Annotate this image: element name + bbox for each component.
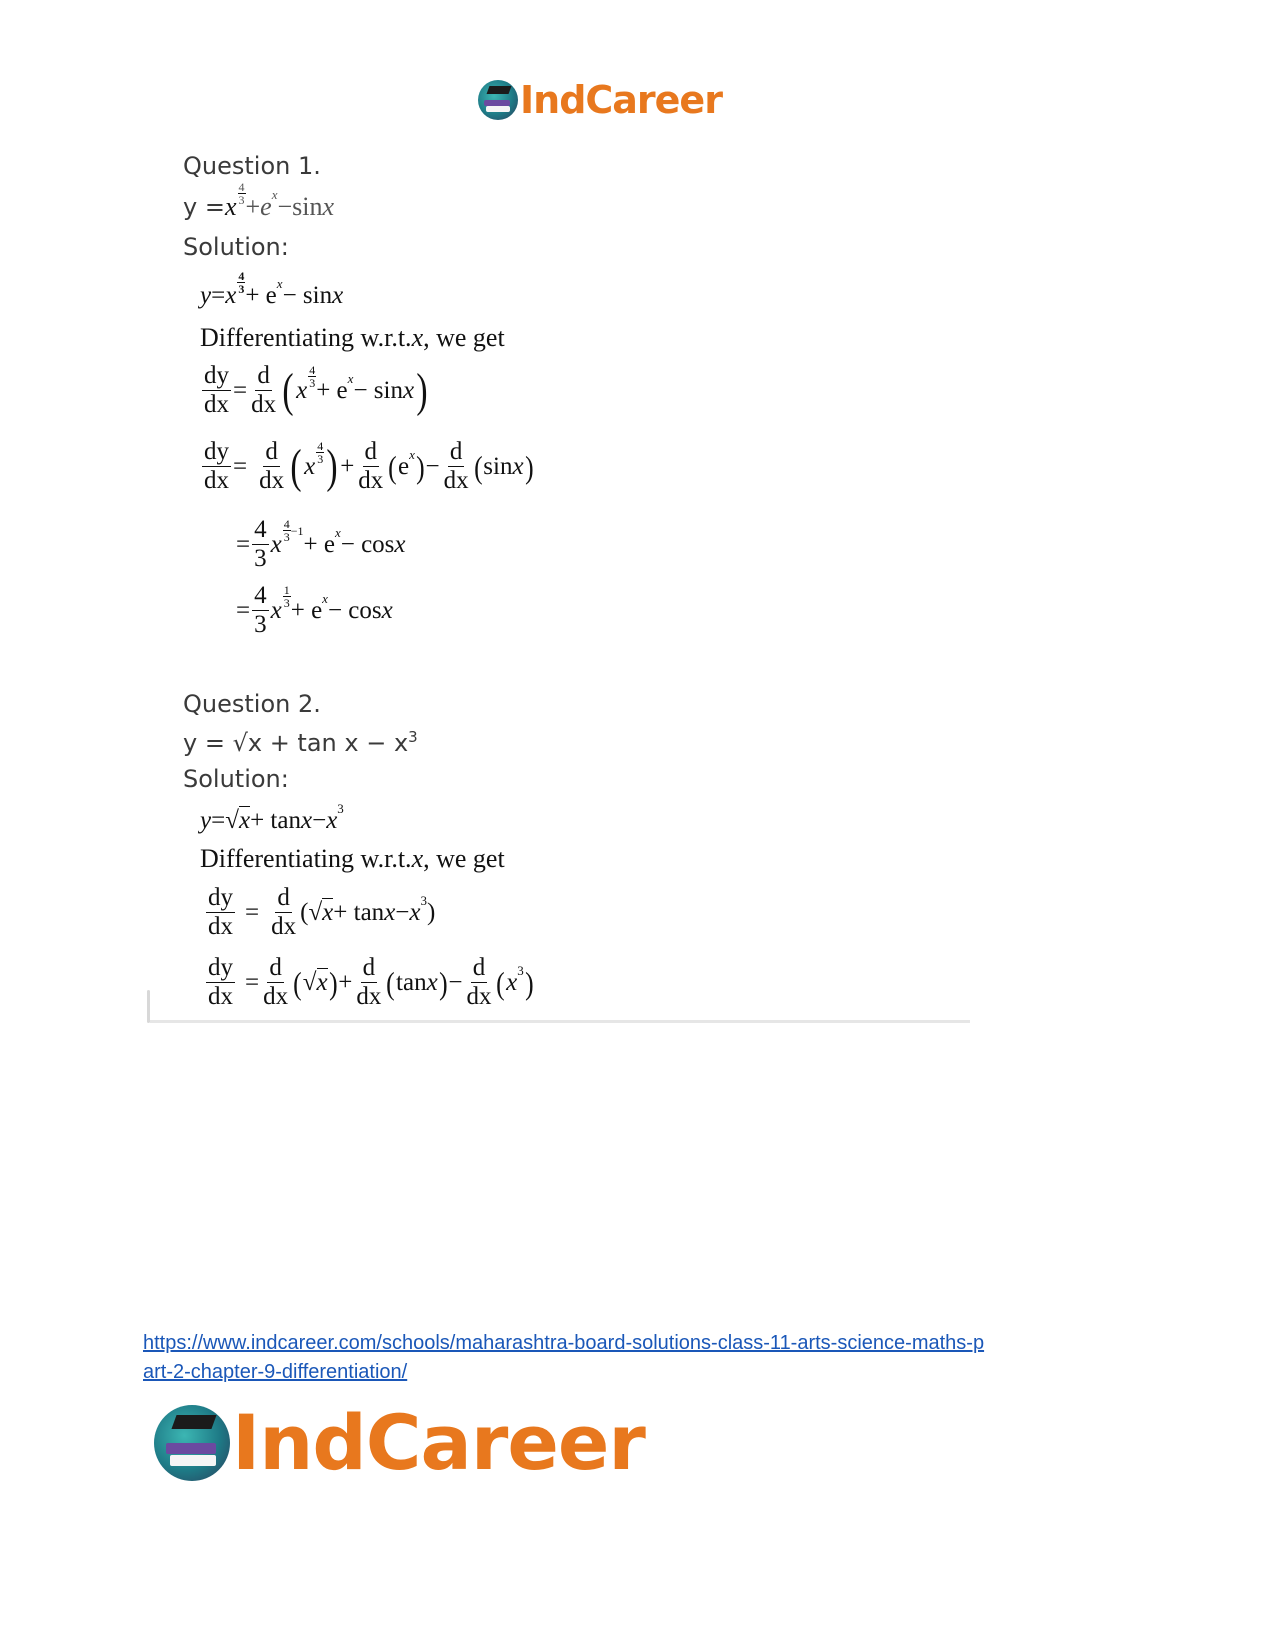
header-logo-text: IndCareer <box>520 78 722 122</box>
q1-statement-sin: sin <box>292 192 323 221</box>
image-crop-edge-left <box>147 990 150 1023</box>
q1-statement-exponent: 4 3 <box>238 179 245 207</box>
q1-statement-prefix: y = <box>183 193 225 221</box>
q2-solution-label: Solution: <box>183 765 289 793</box>
q1-statement-e: e <box>260 192 272 221</box>
graduation-cap-books-icon <box>478 80 518 120</box>
source-url-line-2: art-2-chapter-9-differentiation/ <box>143 1361 408 1383</box>
q2-solution-line-1: y = √ x + tan x − x 3 <box>200 800 344 834</box>
graduation-cap-books-icon <box>154 1405 230 1481</box>
q1-solution-line-4: $\frac{dy}{dx}$ = $\frac{d}{dx}$ ( x 4 3 ) + $\frac{d}{dx}$ ( e x ) − $\frac{d}{dx}$ ( sin x ) <box>204 438 534 494</box>
source-url-line-1: https://www.indcareer.com/schools/maharashtra-board-solutions-class-11-arts-science-maths-p <box>143 1332 985 1354</box>
q1-solution-line-3: $\frac{dy}{dx}$ = $\frac{d}{dx}$ ( x 4 3 + e x − sin x ) <box>204 362 428 418</box>
footer-logo-text: IndCareer <box>232 1398 645 1487</box>
q2-heading: Question 2. <box>183 690 321 718</box>
q1-statement-x: x <box>224 192 237 221</box>
q2-solution-line-3: $\frac{dy}{dx}$ = $\frac{d}{dx}$ ( √ x + tan x − x 3 ) <box>208 884 436 940</box>
q2-solution-line-4: $\frac{dy}{dx}$ = $\frac{d}{dx}$ ( √ x ) + $\frac{d}{dx}$ ( tan x ) − $\frac{d}{dx}$ ( x 3 ) <box>208 954 534 1010</box>
q1-solution-label: Solution: <box>183 233 289 261</box>
q1-solution-line-5: = $\frac{4}{3}$ x 4 3 −1 + e x − cos x <box>236 516 406 572</box>
q1-heading: Question 1. <box>183 152 321 180</box>
source-url-link[interactable] <box>143 1329 1143 1387</box>
header-logo <box>478 78 722 122</box>
q1-statement-minus: − <box>277 192 293 221</box>
q1-solution-line-6: = $\frac{4}{3}$ x 1 3 + e x − cos x <box>236 582 393 638</box>
q2-differentiating-text: Differentiating w.r.t. x , we get <box>200 844 505 873</box>
q1-statement-sin-x: x <box>322 192 335 221</box>
q1-statement-e-exp: x <box>271 187 278 202</box>
q1-solution-line-1: y = x 4 3 + e x − sin x <box>200 268 344 309</box>
q1-statement-plus: + <box>245 192 261 221</box>
image-crop-edge-bottom <box>150 1020 970 1023</box>
footer-logo <box>154 1398 645 1487</box>
q1-statement <box>183 179 335 222</box>
q1-differentiating-text: Differentiating w.r.t. x , we get <box>200 323 505 352</box>
q2-statement: $y = √x + \tan x - x^3$ <box>183 728 418 757</box>
